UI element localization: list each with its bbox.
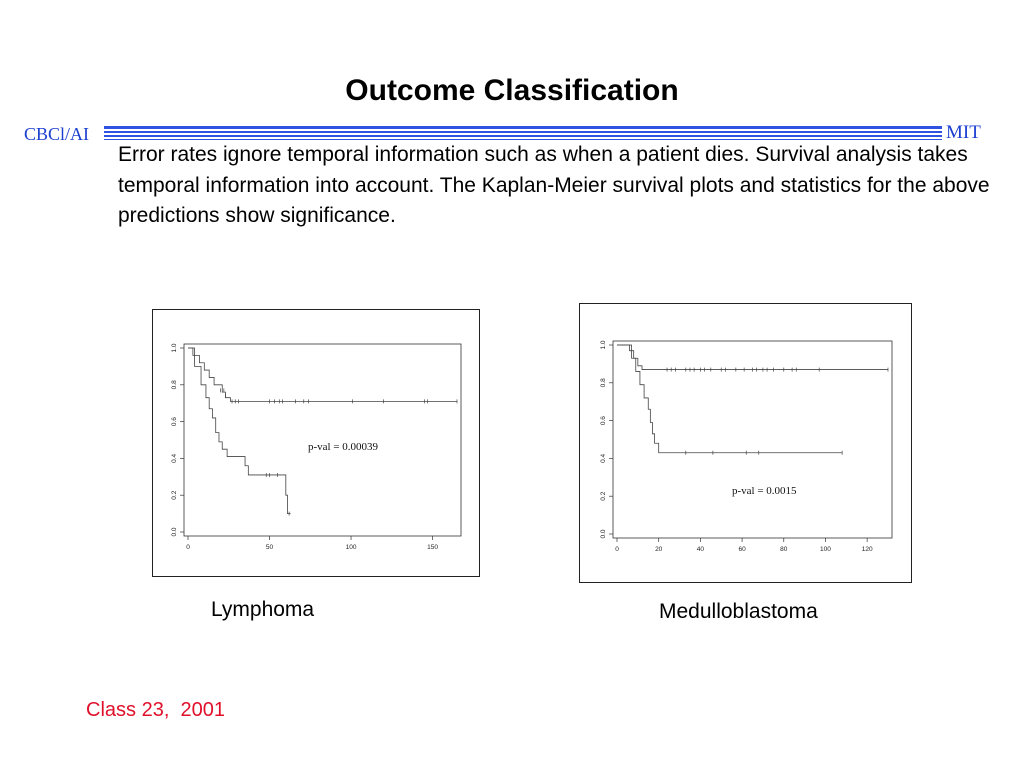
y-tick-label: 0.6	[171, 417, 178, 427]
x-tick-label: 120	[861, 546, 873, 553]
y-tick-label: 0.0	[171, 527, 178, 537]
survival-curve-lower	[188, 348, 291, 514]
x-tick-label: 40	[696, 546, 705, 553]
y-tick-label: 0.4	[600, 453, 607, 463]
x-tick-label: 80	[780, 546, 788, 553]
y-tick-label: 0.6	[600, 416, 607, 426]
brand-left-logo: CBCl/AI	[24, 124, 90, 144]
p-value-annotation: p-val = 0.00039	[308, 441, 379, 453]
body-paragraph: Error rates ignore temporal information such as when a patient dies. Survival analysis takes temporal information into account. The Kaplan-Meier survival plots and statistics for the above predictions show significance.	[118, 143, 990, 227]
y-tick-label: 0.2	[600, 491, 607, 501]
header-rule-3	[104, 135, 942, 137]
y-tick-label: 0.0	[600, 529, 607, 539]
slide-title: Outcome Classification	[345, 74, 679, 107]
x-tick-label: 20	[655, 546, 663, 553]
y-tick-label: 0.2	[171, 490, 178, 500]
x-tick-label: 100	[345, 544, 357, 551]
x-tick-label: 150	[427, 544, 438, 551]
survival-curve-upper	[617, 345, 888, 370]
y-tick-label: 0.4	[171, 453, 178, 463]
medulloblastoma-chart-panel	[579, 303, 912, 583]
medulloblastoma-caption: Medulloblastoma	[659, 600, 818, 623]
lymphoma-km-chart	[153, 310, 479, 576]
header-rule-1	[104, 126, 942, 129]
x-tick-label: 100	[820, 546, 831, 553]
x-tick-label: 0	[615, 546, 619, 553]
survival-curve-lower	[617, 345, 842, 453]
y-tick-label: 0.8	[600, 378, 607, 388]
lymphoma-chart-panel	[152, 309, 480, 577]
y-tick-label: 0.8	[171, 380, 178, 390]
y-tick-label: 1.0	[171, 343, 178, 353]
p-value-annotation: p-val = 0.0015	[732, 485, 797, 497]
plot-frame	[184, 344, 461, 536]
x-tick-label: 60	[738, 546, 746, 553]
footer-class-label: Class 23, 2001	[86, 699, 225, 721]
x-tick-label: 0	[186, 544, 190, 551]
brand-right-logo: MIT	[946, 122, 981, 143]
x-tick-label: 50	[265, 544, 274, 551]
medulloblastoma-km-chart	[580, 304, 911, 582]
header-rule-2	[104, 131, 942, 133]
y-tick-label: 1.0	[600, 340, 607, 350]
survival-curve-upper	[188, 348, 457, 401]
lymphoma-caption: Lymphoma	[211, 598, 315, 621]
